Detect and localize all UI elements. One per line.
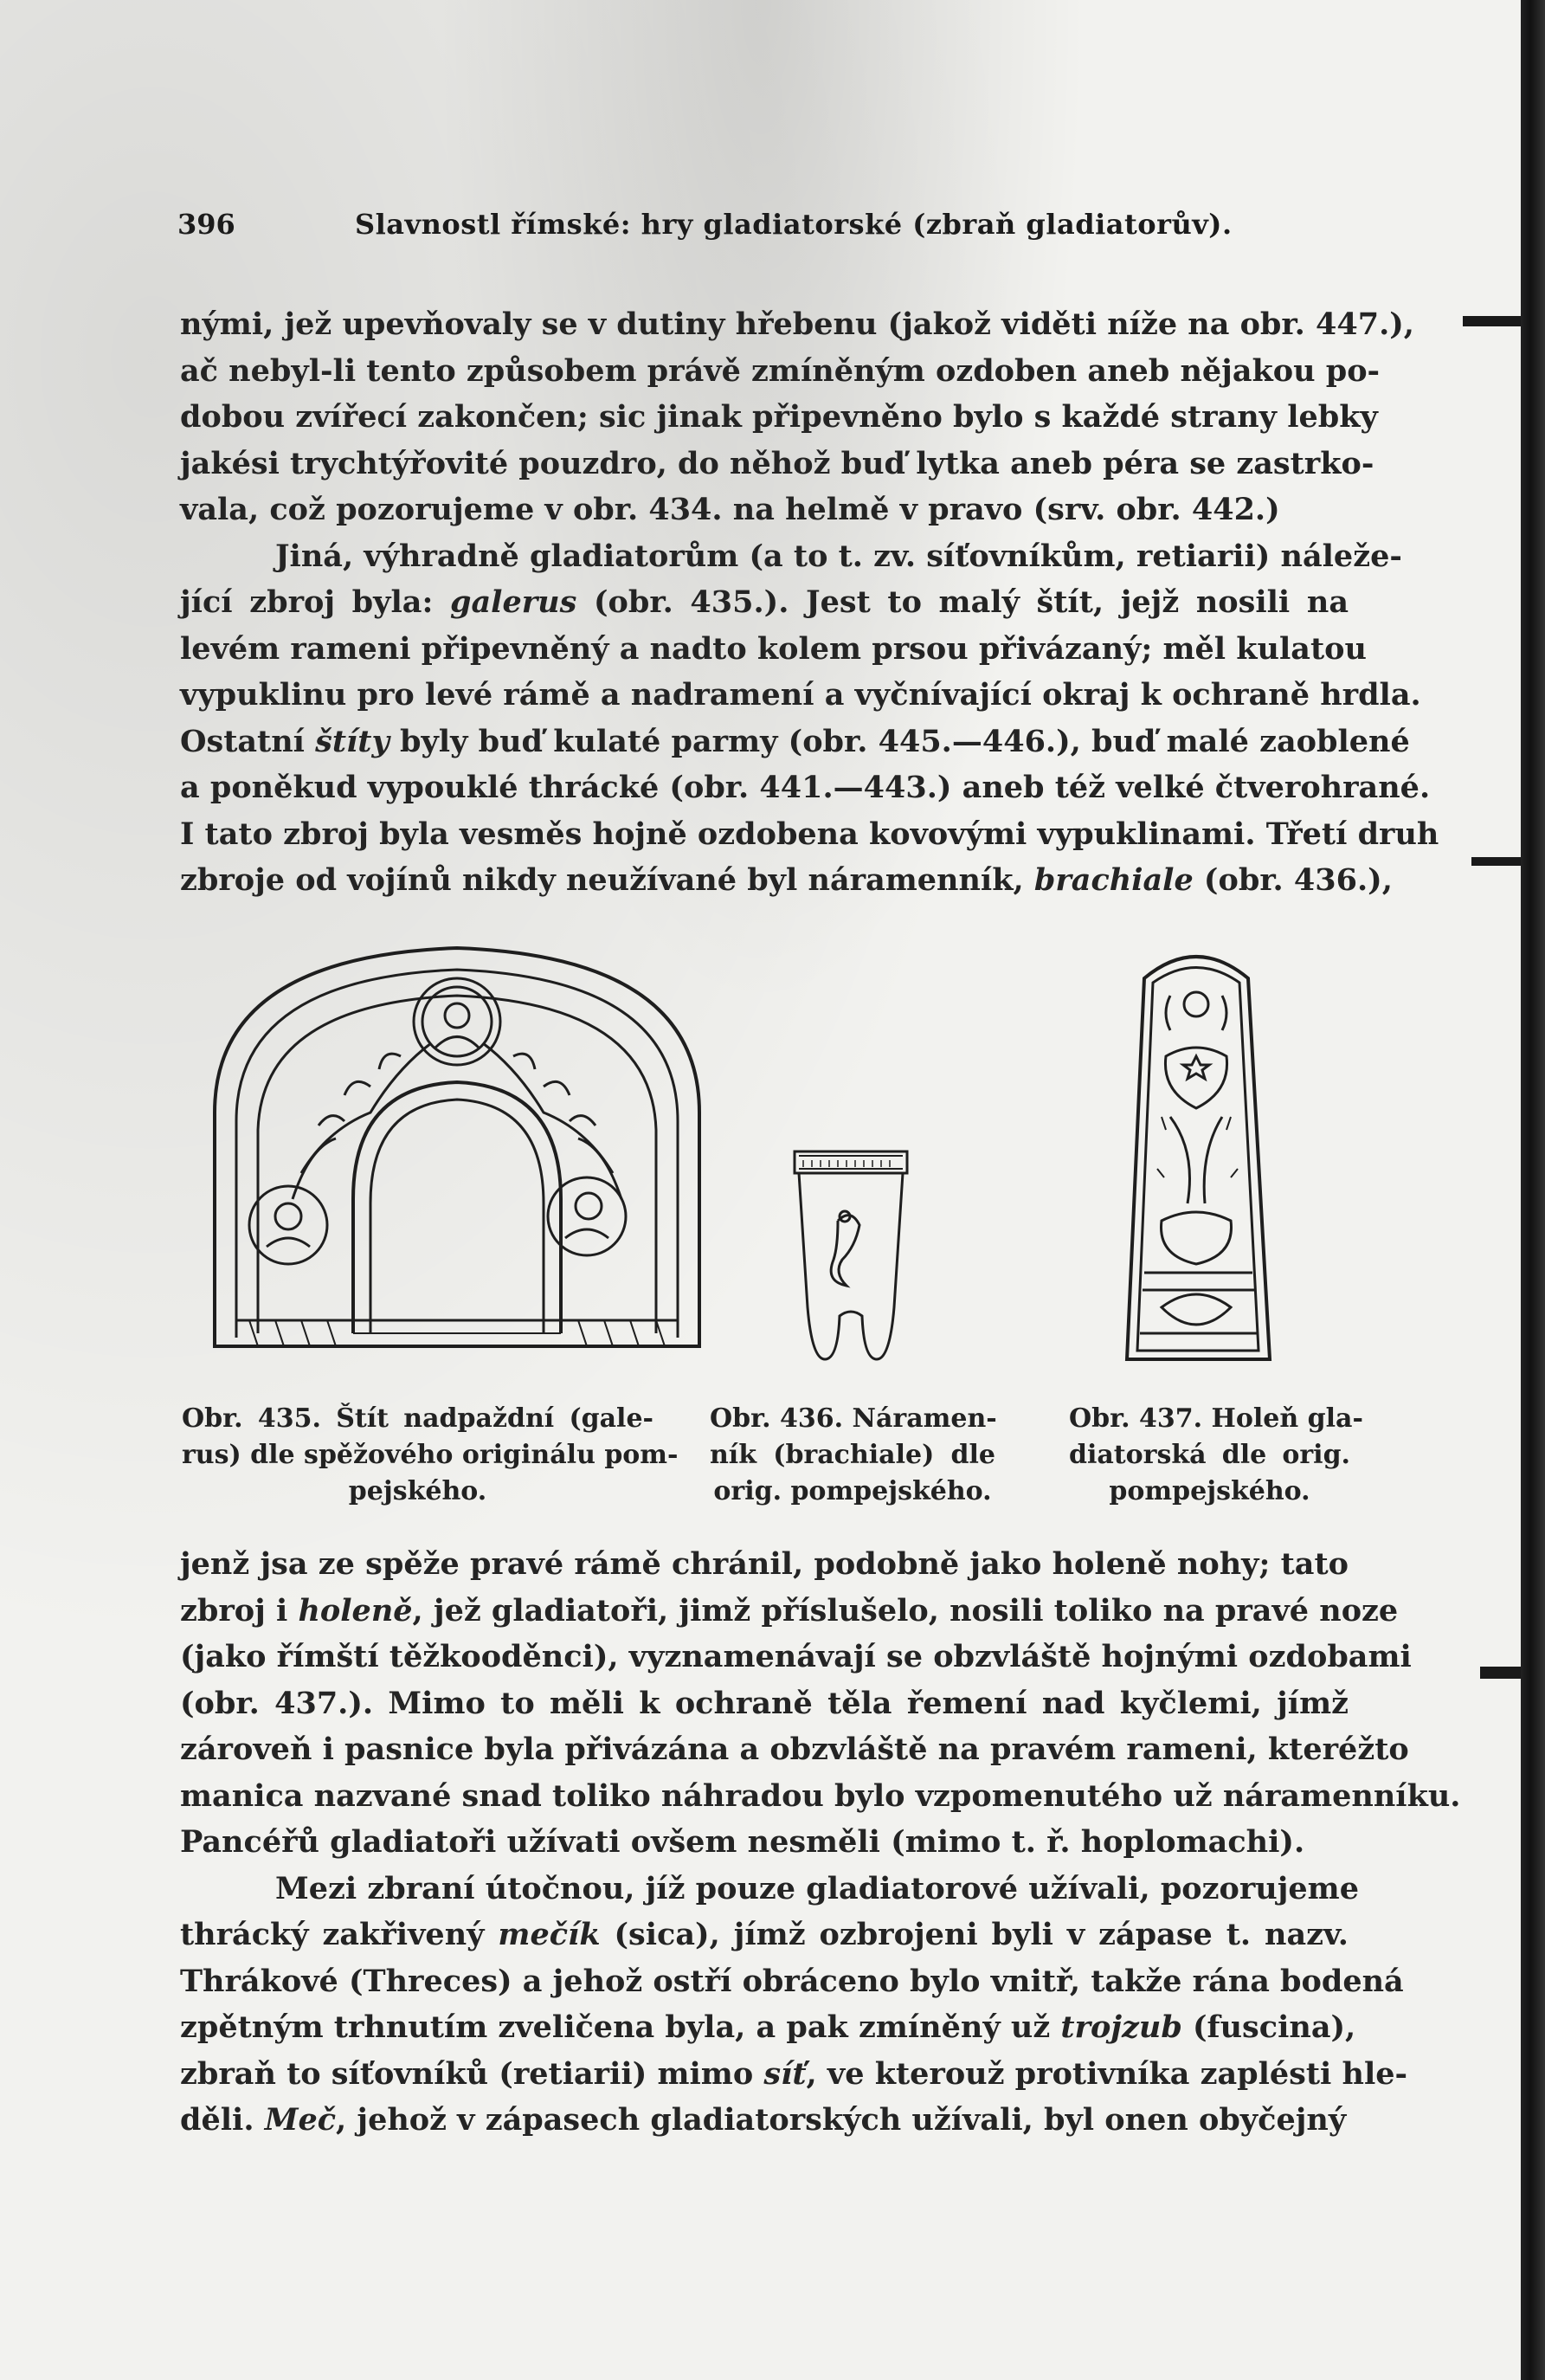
page-edge-shadow: [1521, 0, 1545, 2380]
text-line: zbroj i holeně, jež gladiatoři, jimž příslušelo, nosili toliko na pravé noze: [180, 1592, 1399, 1629]
caption-line: ník (brachiale) dle: [710, 1440, 995, 1470]
text-line: vypuklinu pro levé rámě a nadramení a vyčnívající okraj k ochraně hrdla.: [180, 677, 1421, 713]
caption-line: pejského.: [348, 1476, 487, 1506]
caption-line: Obr. 437. Holeň gla-: [1069, 1403, 1363, 1434]
margin-mark: [1471, 857, 1523, 866]
italic-term: holeně: [298, 1592, 413, 1629]
text-line: zbroje od vojínů nikdy neužívané byl náramenník, brachiale (obr. 436.),: [180, 862, 1393, 898]
caption-435: [182, 1401, 679, 1510]
figure-437: [1110, 944, 1283, 1372]
text-line: levém rameni připevněný a nadto kolem prsou přivázaný; měl kulatou: [180, 630, 1367, 667]
caption-436: [710, 1401, 995, 1510]
caption-437: [1069, 1401, 1363, 1510]
running-title: Slavnostl římské: hry gladiatorské (zbraň gladiatorův).: [355, 208, 1233, 241]
margin-mark: [1463, 316, 1523, 326]
text-line: děli. Meč, jehož v zápasech gladiatorských užívali, byl onen obyčejný: [180, 2102, 1347, 2138]
text-line: Pancéřů gladiatoři užívati ovšem nesměli (mimo t. ř. hoplomachi).: [180, 1824, 1305, 1860]
italic-term: Meč: [264, 2102, 337, 2138]
text-line: zpětným trhnutím zveličena byla, a pak zmíněný už trojzub (fuscina),: [180, 2009, 1356, 2045]
text-line: zároveň i pasnice byla přivázána a obzvláště na pravém rameni, kteréžto: [180, 1732, 1409, 1767]
text-line: dobou zvířecí zakončen; sic jinak připevněno bylo s každé strany lebky: [180, 399, 1378, 435]
text-line: jenž jsa ze spěže pravé rámě chránil, podobně jako holeně nohy; tato: [180, 1546, 1349, 1582]
text-line: a poněkud vypouklé thrácké (obr. 441.—443.) aneb též velké čtverohrané.: [180, 770, 1431, 805]
text-line: (obr. 437.). Mimo to měli k ochraně těla řemení nad kyčlemi, jímž: [180, 1685, 1349, 1721]
margin-mark: [1480, 1667, 1523, 1679]
text-line: zbraň to síťovníků (retiarii) mimo síť, ve kterouž protivníka zaplésti hle-: [180, 2055, 1408, 2092]
caption-line: rus) dle spěžového originálu pom-: [182, 1440, 679, 1470]
figure-436: [786, 1143, 916, 1368]
italic-term: štíty: [315, 723, 389, 759]
text-line: Mezi zbraní útočnou, jíž pouze gladiatorové užívali, pozorujeme: [275, 1870, 1359, 1906]
text-line: I tato zbroj byla vesměs hojně ozdobena kovovými vypuklinami. Třetí druh: [180, 816, 1439, 852]
italic-term: brachiale: [1033, 862, 1194, 898]
text-line: manica nazvané snad toliko náhradou bylo vzpomenutého už náramenníku.: [180, 1777, 1461, 1814]
caption-line: pompejského.: [1109, 1476, 1310, 1506]
page-number: 396: [177, 208, 235, 241]
text-line: nými, jež upevňovaly se v dutiny hřebenu (jakož viděti níže na obr. 447.),: [180, 306, 1414, 342]
caption-line: orig. pompejského.: [713, 1476, 992, 1506]
caption-line: diatorská dle orig.: [1069, 1440, 1350, 1470]
italic-term: mečík: [498, 1917, 601, 1952]
text-line: jící zbroj byla: galerus (obr. 435.). Jest to malý štít, jejž nosili na: [180, 584, 1349, 620]
text-line: vala, což pozorujeme v obr. 434. na helmě v pravo (srv. obr. 442.): [180, 492, 1280, 527]
greave-illustration: [1110, 944, 1283, 1372]
caption-line: Obr. 436. Náramen-: [710, 1403, 997, 1434]
text-line: Ostatní štíty byly buď kulaté parmy (obr. 445.—446.), buď malé zaoblené: [180, 723, 1410, 759]
body-text-bottom: [180, 1541, 1461, 2144]
brachiale-illustration: [786, 1143, 916, 1368]
text-line: Jiná, výhradně gladiatorům (a to t. zv. síťovníkům, retiarii) náleže-: [275, 538, 1402, 574]
text-line: jakési trychtýřovité pouzdro, do něhož buď lytka aneb péra se zastrko-: [180, 445, 1374, 481]
text-line: thrácký zakřivený mečík (sica), jímž ozbrojeni byli v zápase t. nazv.: [180, 1917, 1349, 1952]
text-line: Thrákové (Threces) a jehož ostří obráceno bylo vnitř, takže rána bodená: [180, 1963, 1404, 1999]
italic-term: síť: [763, 2055, 807, 2092]
body-text-top: [180, 301, 1439, 904]
text-line: (jako římští těžkooděnci), vyznamenávají se obzvláště hojnými ozdobami: [180, 1639, 1412, 1674]
text-line: ač nebyl-li tento způsobem právě zmíněným ozdoben aneb nějakou po-: [180, 352, 1381, 389]
caption-line: Obr. 435. Štít nadpaždní (gale-: [182, 1403, 653, 1434]
italic-term: trojzub: [1060, 2009, 1182, 2045]
figure-435: [197, 939, 717, 1364]
italic-term: galerus: [450, 584, 577, 620]
galerus-shield-illustration: [197, 939, 717, 1364]
